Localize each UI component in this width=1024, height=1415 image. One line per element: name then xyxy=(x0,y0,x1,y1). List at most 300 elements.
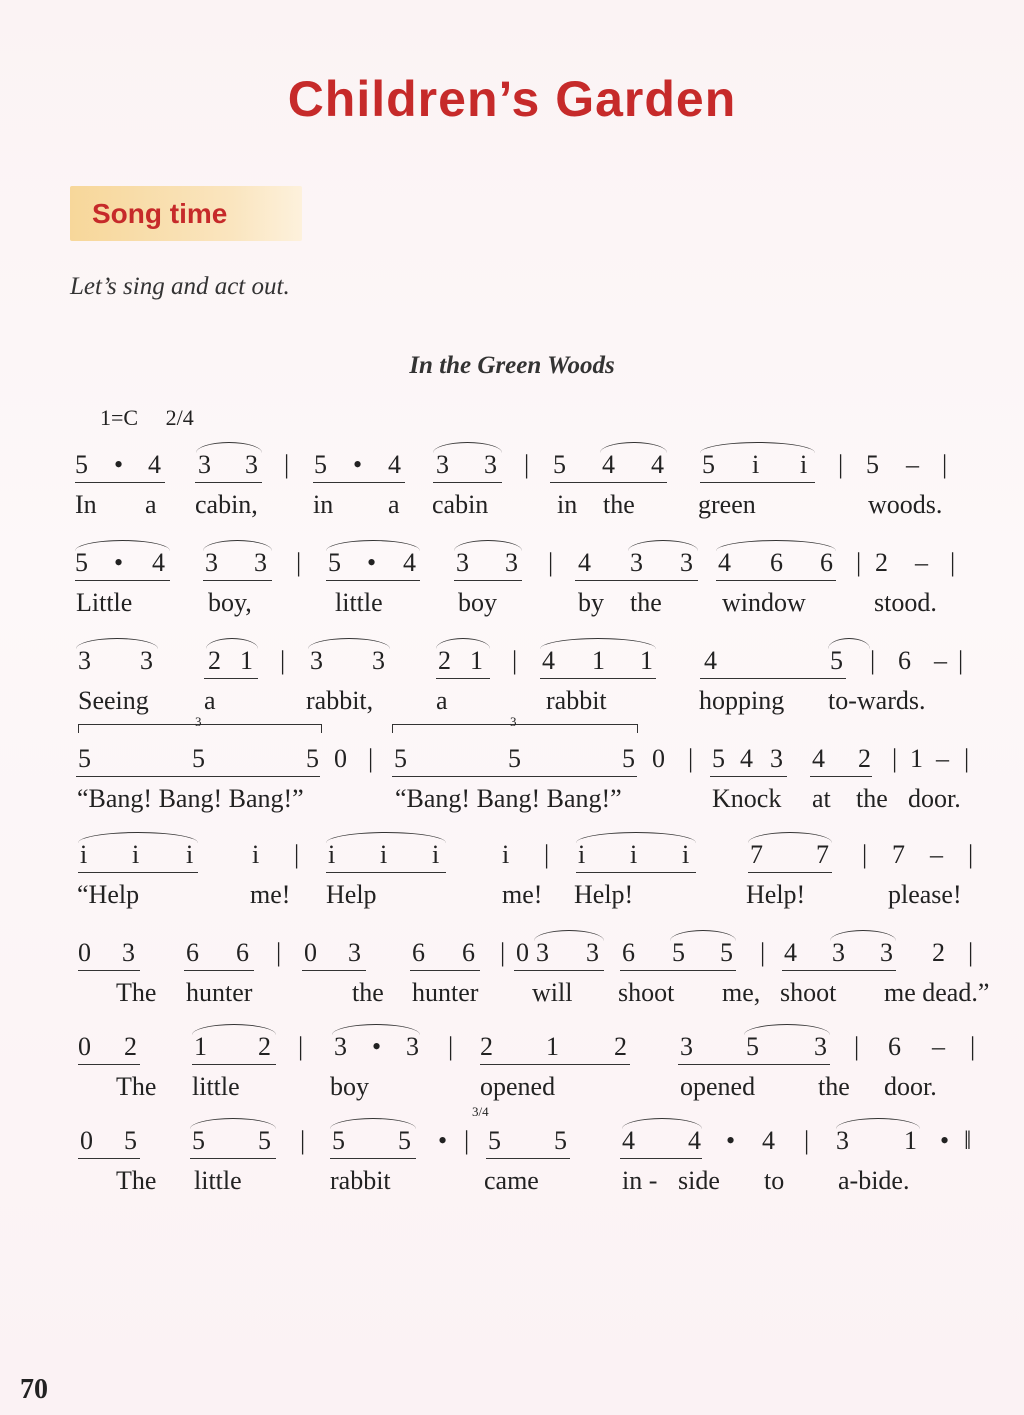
bar-line: | xyxy=(838,450,844,479)
note: 4 xyxy=(148,450,161,479)
lyric-word: little xyxy=(194,1166,242,1195)
beam-underline xyxy=(700,678,846,679)
bar-line: | xyxy=(298,1032,304,1061)
bar-line: | xyxy=(280,646,286,675)
lyric-word: The xyxy=(116,978,157,1007)
lyric-word: the xyxy=(352,978,384,1007)
bar-line: | xyxy=(760,938,766,967)
note: i xyxy=(682,840,690,869)
bar-line: ‖ xyxy=(964,1126,972,1155)
bar-line: | xyxy=(854,1032,860,1061)
slur xyxy=(534,930,604,941)
slur xyxy=(454,540,522,551)
note: 5 xyxy=(830,646,843,675)
note: 1 xyxy=(194,1032,207,1061)
lyric-word: the xyxy=(603,490,635,519)
note: 3 xyxy=(832,938,845,967)
lyric-word: Help! xyxy=(574,880,634,909)
instruction-text: Let’s sing and act out. xyxy=(70,273,290,300)
beam-underline xyxy=(75,580,170,581)
beam-underline xyxy=(782,970,896,971)
lyric-word: opened xyxy=(680,1072,756,1101)
note: 6 xyxy=(236,938,249,967)
beam-underline xyxy=(192,1064,276,1065)
beam-underline xyxy=(480,1064,630,1065)
note: • xyxy=(114,450,124,479)
lyric-word: woods. xyxy=(868,490,943,519)
note: 3 xyxy=(140,646,153,675)
page-number: 70 xyxy=(20,1374,48,1405)
bar-line: | xyxy=(862,840,868,869)
bar-line: | xyxy=(448,1032,454,1061)
note: – xyxy=(915,548,928,577)
lyric-word: door. xyxy=(908,784,961,813)
note: – xyxy=(930,840,943,869)
note: 1 xyxy=(592,646,605,675)
beam-underline xyxy=(620,970,736,971)
lyric-word: me dead.” xyxy=(884,978,990,1007)
bar-line: | xyxy=(294,840,300,869)
lyric-word: me! xyxy=(250,880,291,909)
triplet-number: 3 xyxy=(195,714,202,729)
bar-line: | xyxy=(368,744,374,773)
note: i xyxy=(502,840,510,869)
bar-line: | xyxy=(804,1126,810,1155)
note: 3 xyxy=(836,1126,849,1155)
lyric-word: The xyxy=(116,1166,157,1195)
note: – xyxy=(906,450,919,479)
note: 5 xyxy=(75,548,88,577)
note: 4 xyxy=(152,548,165,577)
note: 3 xyxy=(586,938,599,967)
beam-underline xyxy=(433,482,502,483)
note: 5 xyxy=(332,1126,345,1155)
score-line xyxy=(0,450,1024,540)
note: 5 xyxy=(306,744,319,773)
note: 2 xyxy=(858,744,871,773)
note: i xyxy=(752,450,760,479)
lyric-word: rabbit, xyxy=(306,686,374,715)
note: 1 xyxy=(904,1126,917,1155)
note: 6 xyxy=(888,1032,901,1061)
lyric-word: me! xyxy=(502,880,543,909)
bar-line: | xyxy=(970,1032,976,1061)
beam-underline xyxy=(326,872,446,873)
beam-underline xyxy=(710,776,787,777)
beam-underline xyxy=(550,482,667,483)
lyric-word: The xyxy=(116,1072,157,1101)
beam-underline xyxy=(78,970,140,971)
lyric-word: at xyxy=(812,784,831,813)
beam-underline xyxy=(748,872,832,873)
note: 3 xyxy=(484,450,497,479)
note: • xyxy=(353,450,363,479)
note: 3 xyxy=(456,548,469,577)
bar-line: | xyxy=(892,744,898,773)
bar-line: | xyxy=(942,450,948,479)
note: 5 xyxy=(328,548,341,577)
lyric-word: a xyxy=(436,686,448,715)
note: 3 xyxy=(348,938,361,967)
note: 3 xyxy=(630,548,643,577)
slur xyxy=(75,540,170,551)
note: 4 xyxy=(762,1126,775,1155)
beam-underline xyxy=(313,482,405,483)
beam-underline xyxy=(195,482,262,483)
note: 3 xyxy=(334,1032,347,1061)
bar-line: | xyxy=(284,450,290,479)
note: 2 xyxy=(932,938,945,967)
bar-line: | xyxy=(548,548,554,577)
lyric-word: cabin xyxy=(432,490,489,519)
note: 3 xyxy=(205,548,218,577)
note: 4 xyxy=(622,1126,635,1155)
page-title: Children’s Garden xyxy=(287,71,737,127)
lyric-word: Seeing xyxy=(78,686,149,715)
note: 5 xyxy=(720,938,733,967)
note: 4 xyxy=(784,938,797,967)
meter-change: 3/4 xyxy=(472,1104,489,1119)
beam-underline xyxy=(204,678,258,679)
lyric-word: the xyxy=(856,784,888,813)
key-signature xyxy=(100,405,216,431)
bar-line: | xyxy=(870,646,876,675)
note: 5 xyxy=(488,1126,501,1155)
note: 5 xyxy=(78,744,91,773)
slur xyxy=(206,638,258,649)
slur xyxy=(700,442,815,453)
note: i xyxy=(800,450,808,479)
time-signature: 2/4 xyxy=(165,405,194,430)
note: i xyxy=(252,840,260,869)
lyric-word: a xyxy=(388,490,400,519)
lyric-word: “Bang! Bang! Bang!” xyxy=(395,784,622,813)
note: 5 xyxy=(712,744,725,773)
slur xyxy=(540,638,656,649)
note: 5 xyxy=(672,938,685,967)
lyric-word: In xyxy=(75,490,97,519)
beam-underline xyxy=(76,776,320,777)
note: 4 xyxy=(718,548,731,577)
slur xyxy=(76,638,158,649)
lyric-word: Help xyxy=(326,880,377,909)
note: 2 xyxy=(124,1032,137,1061)
lyric-word: came xyxy=(484,1166,539,1195)
score-line xyxy=(0,1104,1024,1216)
lyric-word: the xyxy=(818,1072,850,1101)
bar-line: | xyxy=(512,646,518,675)
slur xyxy=(203,540,272,551)
bar-line: | xyxy=(544,840,550,869)
slur xyxy=(600,442,667,453)
note: 3 xyxy=(680,548,693,577)
score-line xyxy=(0,840,1024,930)
note: 3 xyxy=(814,1032,827,1061)
beam-underline xyxy=(540,678,656,679)
bar-line: | xyxy=(968,840,974,869)
note: 3 xyxy=(436,450,449,479)
note: 6 xyxy=(770,548,783,577)
note: 0 xyxy=(516,938,529,967)
bar-line: | xyxy=(500,938,506,967)
note: 5 xyxy=(746,1032,759,1061)
section-tag-label: Song time xyxy=(92,198,228,229)
slur xyxy=(308,638,390,649)
slur xyxy=(828,638,870,649)
lyric-word: to xyxy=(764,1166,785,1195)
bar-line: | xyxy=(950,548,956,577)
lyric-word: Help! xyxy=(746,880,806,909)
triplet-number: 3 xyxy=(510,714,517,729)
bar-line: | xyxy=(524,450,530,479)
bar-line: | xyxy=(958,646,964,675)
slur xyxy=(830,930,896,941)
note: i xyxy=(630,840,638,869)
note: 4 xyxy=(403,548,416,577)
note: 3 xyxy=(78,646,91,675)
note: 5 xyxy=(866,450,879,479)
note: 5 xyxy=(192,1126,205,1155)
beam-underline xyxy=(514,970,604,971)
beam-underline xyxy=(436,678,490,679)
note: 4 xyxy=(651,450,664,479)
key-label: 1=C xyxy=(100,405,139,430)
note: 1 xyxy=(640,646,653,675)
lyric-word: cabin, xyxy=(195,490,258,519)
slur xyxy=(628,540,698,551)
slur xyxy=(433,442,502,453)
lyric-word: in xyxy=(557,490,578,519)
note: 4 xyxy=(812,744,825,773)
lyric-word: to-wards. xyxy=(828,686,926,715)
beam-underline xyxy=(330,1158,416,1159)
note: 3 xyxy=(770,744,783,773)
note: 5 xyxy=(702,450,715,479)
lyric-word: “Help xyxy=(77,880,140,909)
slur xyxy=(670,930,736,941)
note: 2 xyxy=(614,1032,627,1061)
beam-underline xyxy=(302,970,366,971)
beam-underline xyxy=(203,580,272,581)
note: 2 xyxy=(875,548,888,577)
beam-underline xyxy=(78,872,198,873)
lyric-word: hopping xyxy=(699,686,785,715)
note: 6 xyxy=(898,646,911,675)
note: 2 xyxy=(438,646,451,675)
note: • xyxy=(367,548,377,577)
note: 1 xyxy=(240,646,253,675)
note: • xyxy=(438,1126,448,1155)
note: i xyxy=(578,840,586,869)
beam-underline xyxy=(575,580,698,581)
lyric-word: stood. xyxy=(874,588,937,617)
note: 4 xyxy=(578,548,591,577)
note: 6 xyxy=(622,938,635,967)
lyric-word: Little xyxy=(76,588,133,617)
beam-underline xyxy=(78,1158,140,1159)
note: 1 xyxy=(546,1032,559,1061)
note: 5 xyxy=(398,1126,411,1155)
lyric-word: by xyxy=(578,588,604,617)
lyric-word: shoot xyxy=(618,978,675,1007)
note: 7 xyxy=(816,840,829,869)
beam-underline xyxy=(716,580,836,581)
note: 5 xyxy=(314,450,327,479)
note: 3 xyxy=(198,450,211,479)
lyric-word: will xyxy=(532,978,573,1007)
note: 0 xyxy=(334,744,347,773)
note: 2 xyxy=(480,1032,493,1061)
bar-line: | xyxy=(464,1126,470,1155)
lyric-word: please! xyxy=(888,880,962,909)
lyric-word: rabbit xyxy=(330,1166,391,1195)
note: 6 xyxy=(412,938,425,967)
note: – xyxy=(936,744,949,773)
note: 0 xyxy=(78,938,91,967)
bar-line: | xyxy=(964,744,970,773)
lyric-word: a xyxy=(145,490,157,519)
note: 5 xyxy=(394,744,407,773)
note: i xyxy=(328,840,336,869)
lyric-word: hunter xyxy=(412,978,479,1007)
note: • xyxy=(372,1032,382,1061)
note: 7 xyxy=(750,840,763,869)
note: 4 xyxy=(602,450,615,479)
score-line xyxy=(0,714,1024,834)
note: • xyxy=(940,1126,950,1155)
note: 3 xyxy=(245,450,258,479)
lyric-word: Knock xyxy=(712,784,782,813)
note: 4 xyxy=(704,646,717,675)
lyric-word: rabbit xyxy=(546,686,607,715)
bar-line: | xyxy=(856,548,862,577)
note: i xyxy=(186,840,194,869)
beam-underline xyxy=(700,482,815,483)
note: 6 xyxy=(186,938,199,967)
song-title: In the Green Woods xyxy=(409,352,615,379)
beam-underline xyxy=(486,1158,570,1159)
beam-underline xyxy=(810,776,872,777)
note: 2 xyxy=(258,1032,271,1061)
beam-underline xyxy=(326,580,420,581)
note: 3 xyxy=(372,646,385,675)
lyric-word: little xyxy=(192,1072,240,1101)
beam-underline xyxy=(620,1158,702,1159)
lyric-word: me, xyxy=(722,978,761,1007)
note: 1 xyxy=(910,744,923,773)
beam-underline xyxy=(576,872,696,873)
lyric-word: shoot xyxy=(780,978,837,1007)
note: 0 xyxy=(80,1126,93,1155)
lyric-word: a xyxy=(204,686,216,715)
note: 5 xyxy=(554,1126,567,1155)
lyric-word: side xyxy=(678,1166,720,1195)
score-line xyxy=(0,548,1024,638)
bar-line: | xyxy=(968,938,974,967)
slur xyxy=(436,638,490,649)
lyric-word: a-bide. xyxy=(838,1166,910,1195)
note: – xyxy=(932,1032,945,1061)
note: 5 xyxy=(553,450,566,479)
lyric-word: green xyxy=(698,490,756,519)
lyric-word: in - xyxy=(622,1166,658,1195)
note: 5 xyxy=(508,744,521,773)
note: 0 xyxy=(652,744,665,773)
note: 3 xyxy=(310,646,323,675)
note: 1 xyxy=(470,646,483,675)
note: 3 xyxy=(254,548,267,577)
note: 4 xyxy=(542,646,555,675)
bar-line: | xyxy=(296,548,302,577)
note: i xyxy=(380,840,388,869)
lyric-word: the xyxy=(630,588,662,617)
beam-underline xyxy=(410,970,480,971)
note: 3 xyxy=(680,1032,693,1061)
note: 7 xyxy=(892,840,905,869)
beam-underline xyxy=(392,776,637,777)
note: i xyxy=(80,840,88,869)
slur xyxy=(196,442,262,453)
score-line xyxy=(0,938,1024,1028)
note: – xyxy=(934,646,947,675)
bar-line: | xyxy=(688,744,694,773)
note: 0 xyxy=(304,938,317,967)
note: 6 xyxy=(820,548,833,577)
lyric-word: in xyxy=(313,490,334,519)
note: • xyxy=(726,1126,736,1155)
note: 3 xyxy=(505,548,518,577)
lyric-word: boy xyxy=(330,1072,369,1101)
score-line xyxy=(0,1032,1024,1122)
note: 3 xyxy=(536,938,549,967)
lyric-word: hunter xyxy=(186,978,253,1007)
lyric-word: little xyxy=(335,588,383,617)
note: 4 xyxy=(388,450,401,479)
note: i xyxy=(132,840,140,869)
note: i xyxy=(432,840,440,869)
beam-underline xyxy=(78,1064,140,1065)
slur xyxy=(716,540,836,551)
lyric-word: opened xyxy=(480,1072,556,1101)
note: 0 xyxy=(78,1032,91,1061)
note: 4 xyxy=(688,1126,701,1155)
bar-line: | xyxy=(300,1126,306,1155)
note: 3 xyxy=(122,938,135,967)
note: 3 xyxy=(880,938,893,967)
note: 5 xyxy=(75,450,88,479)
beam-underline xyxy=(454,580,522,581)
note: 5 xyxy=(622,744,635,773)
lyric-word: window xyxy=(722,588,806,617)
section-tag xyxy=(70,186,302,241)
note: 5 xyxy=(124,1126,137,1155)
lyric-word: boy, xyxy=(208,588,252,617)
note: 2 xyxy=(208,646,221,675)
note: 4 xyxy=(740,744,753,773)
note: • xyxy=(114,548,124,577)
beam-underline xyxy=(184,970,254,971)
lyric-word: door. xyxy=(884,1072,937,1101)
slur xyxy=(326,540,420,551)
note: 5 xyxy=(258,1126,271,1155)
lyric-word: boy xyxy=(458,588,497,617)
note: 5 xyxy=(192,744,205,773)
beam-underline xyxy=(75,482,165,483)
note: 3 xyxy=(406,1032,419,1061)
note: 6 xyxy=(462,938,475,967)
beam-underline xyxy=(190,1158,276,1159)
lyric-word: “Bang! Bang! Bang!” xyxy=(77,784,304,813)
